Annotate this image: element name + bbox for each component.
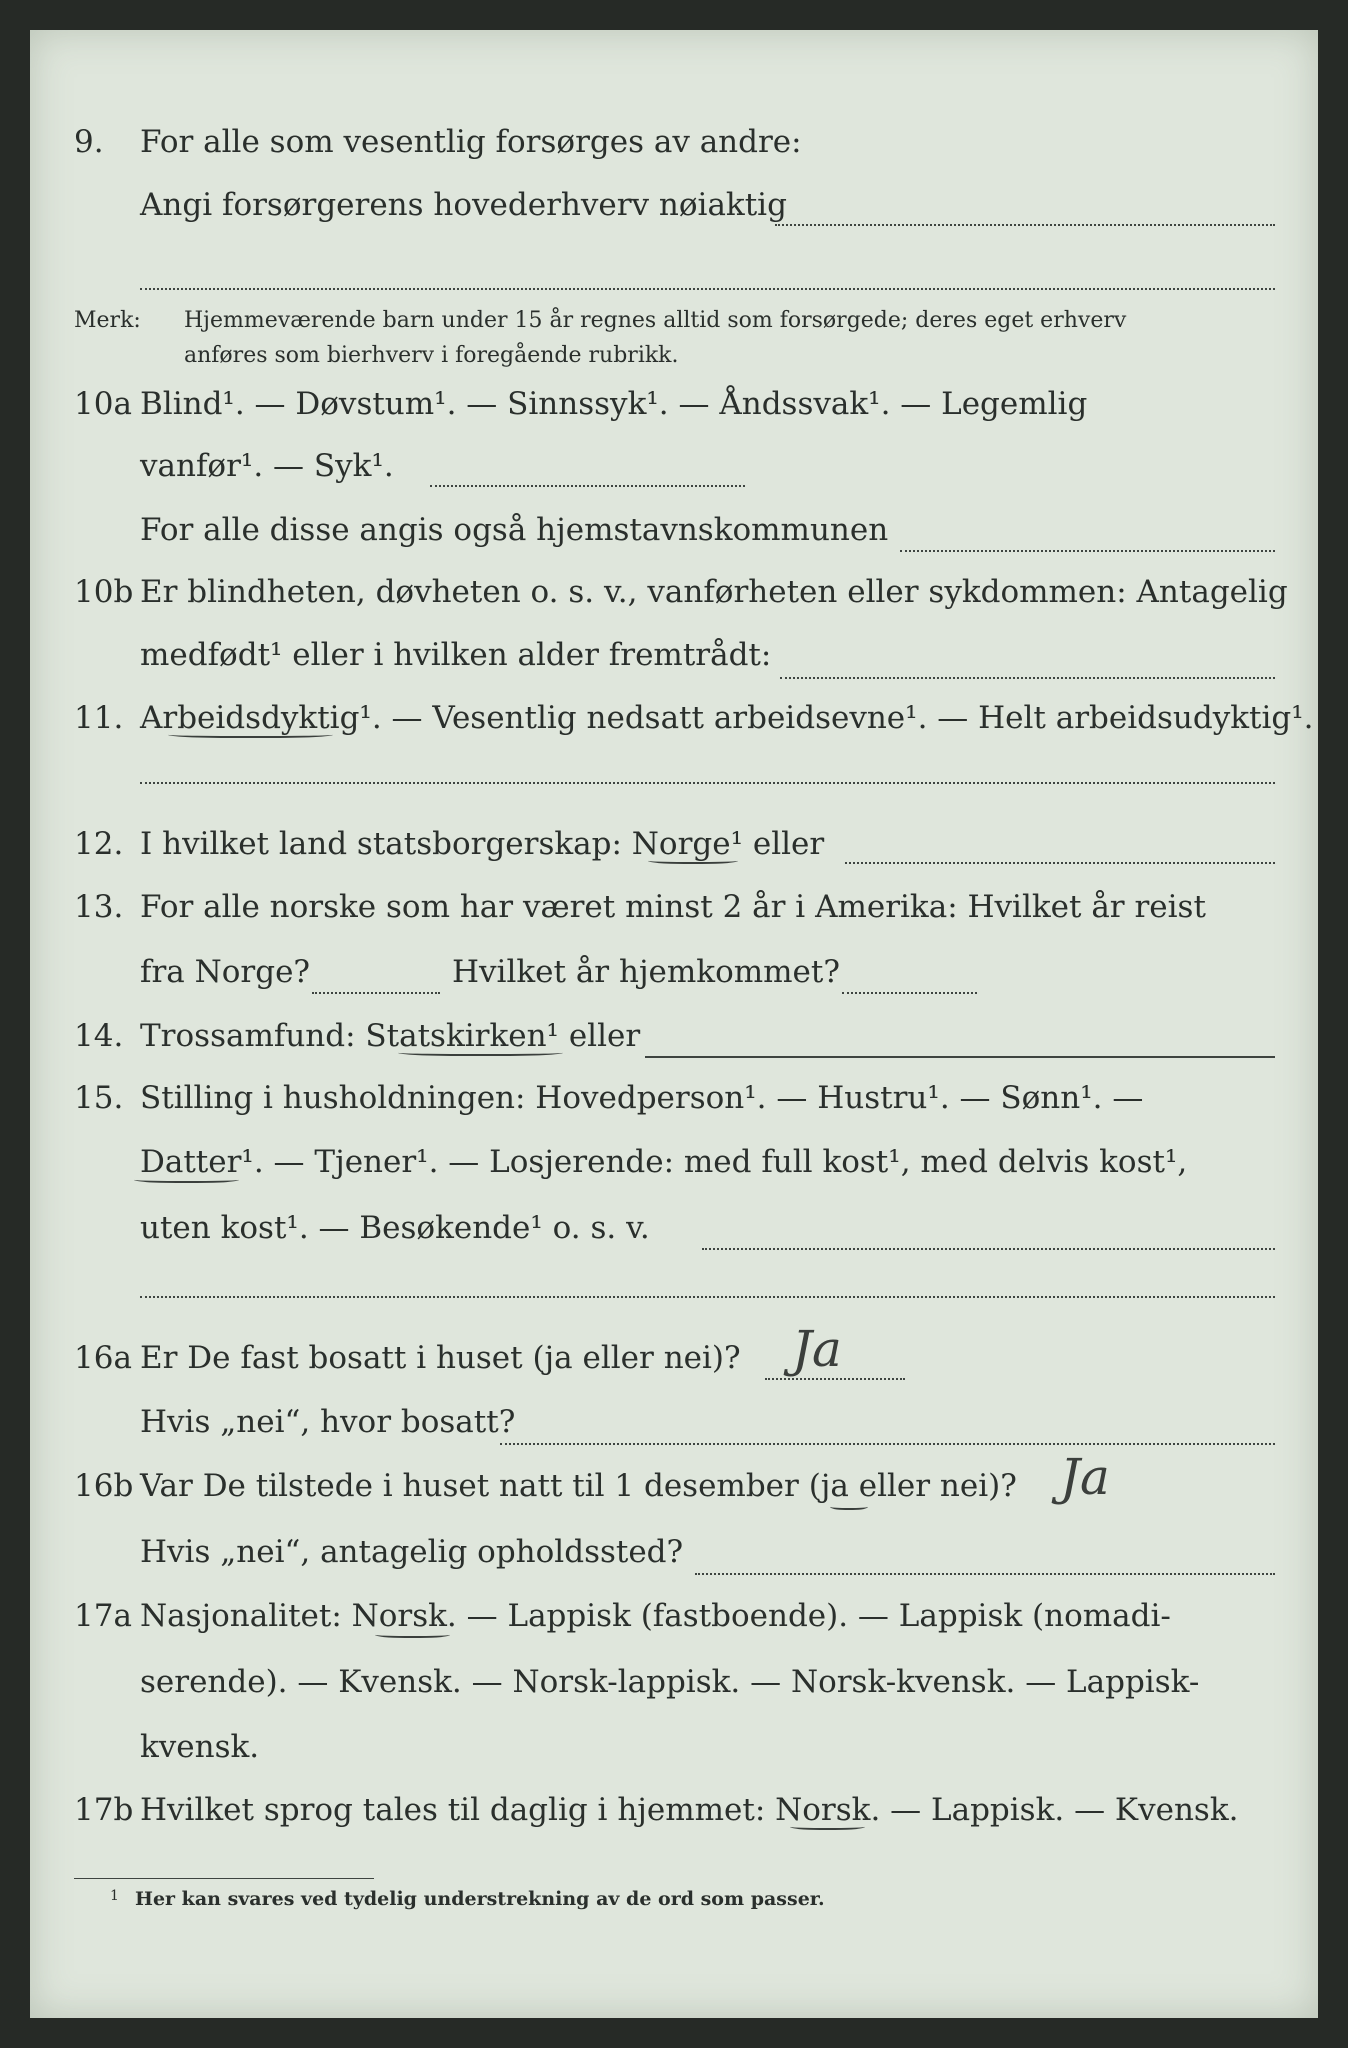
q17a-text2: serende). — Kvensk. — Norsk-lappisk. — Norsk-kvensk. — Lappisk- [140,1664,1200,1700]
q16b-line2 [30,1530,1318,1574]
q17b-number: 17b [74,1792,134,1828]
q17a-text1: Nasjonalitet: Norsk. — Lappisk (fastboende). — Lappisk (nomadi- [140,1598,1171,1634]
q16a-number: 16a [74,1340,132,1376]
q10b-number: 10b [74,574,134,610]
q16b-number: 16b [74,1468,134,1504]
q16a-text2: Hvis „nei“, hvor bosatt? [140,1404,516,1440]
q17a-line2 [30,1660,1318,1704]
q16a-line2 [30,1400,1318,1444]
q11-answer-field[interactable] [140,782,1275,784]
q16b-underline-mark [830,1502,868,1510]
q10b-text1: Er blindheten, døvheten o. s. v., vanførheten eller sykdommen: Antagelig [140,574,1288,610]
q10a-hometown-field[interactable] [900,550,1275,552]
q9-answer-field-2[interactable] [140,288,1275,290]
q11-text1: Arbeidsdyktig¹. — Vesentlig nedsatt arbeidsevne¹. — Helt arbeidsudyktig¹. [140,700,1314,736]
merk-text1: Hjemmeværende barn under 15 år regnes alltid som forsørgede; deres eget erhverv [184,308,1127,333]
q9-answer-field[interactable] [775,224,1275,226]
q14-text1: Trossamfund: Statskirken¹ eller [140,1018,641,1054]
q17b-text1: Hvilket sprog tales til daglig i hjemmet: Norsk. — Lappisk. — Kvensk. [140,1792,1239,1828]
q13-line1 [30,885,1318,929]
q17a-number: 17a [74,1598,132,1634]
q9-number: 9. [74,124,104,160]
q16a-handwritten-answer: Ja [792,1320,842,1378]
q15-line3 [30,1206,1318,1250]
q15-answer-field-2[interactable] [140,1296,1275,1298]
q10a-text1: Blind¹. — Døvstum¹. — Sinnssyk¹. — Åndssvak¹. — Legemlig [140,386,1088,422]
q9-line2 [30,183,1318,227]
q17a-text3: kvensk. [140,1729,260,1765]
merk-text2: anføres som bierhverv i foregående rubrikk. [184,343,679,368]
q13-return-field[interactable] [842,992,977,994]
q15-text3: uten kost¹. — Besøkende¹ o. s. v. [140,1210,650,1246]
q10a-number: 10a [74,386,132,422]
q14-line1 [30,1014,1318,1058]
q16a-line1 [30,1336,1318,1380]
q14-number: 14. [74,1018,124,1054]
q10b-text2: medfødt¹ eller i hvilken alder fremtrådt: [140,637,772,673]
q16b-text1: Var De tilstede i huset natt til 1 desember (ja eller nei)? [140,1468,1017,1504]
q16b-whereabouts-field[interactable] [695,1573,1275,1575]
q10a-line3 [30,508,1318,552]
footnote-rule [74,1878,374,1879]
q10a-line1 [30,382,1318,426]
q17a-line3 [30,1725,1318,1769]
q16a-text1: Er De fast bosatt i huset (ja eller nei)? [140,1340,741,1376]
q11-number: 11. [74,700,124,736]
q13-line2 [30,950,1318,994]
q10b-line2 [30,633,1318,677]
q12-underline-mark [648,856,738,864]
q15-number: 15. [74,1080,124,1116]
q16b-line1 [30,1464,1318,1508]
q15-underline-mark [134,1175,239,1183]
q16b-text2: Hvis „nei“, antagelig opholdssted? [140,1534,684,1570]
q15-answer-field[interactable] [702,1248,1275,1250]
q15-text2: Datter¹. — Tjener¹. — Losjerende: med full kost¹, med delvis kost¹, [140,1144,1188,1180]
q10a-text3: For alle disse angis også hjemstavnskommunen [140,512,889,548]
q13-text2a: fra Norge? [140,954,311,990]
q15-line1 [30,1076,1318,1120]
q9-text2: Angi forsørgerens hovederhverv nøiaktig [140,187,787,223]
q17a-line1 [30,1594,1318,1638]
q11-underline-mark [168,730,333,738]
q17a-underline-mark [375,1630,450,1638]
q9-line1 [30,120,1318,164]
q16b-handwritten-answer: Ja [1060,1448,1110,1506]
q16a-residence-field[interactable] [500,1443,1275,1445]
q10a-line2 [30,444,1318,488]
q13-departure-field[interactable] [312,992,440,994]
q17b-line1 [30,1788,1318,1832]
q12-number: 12. [74,826,124,862]
q15-text1: Stilling i husholdningen: Hovedperson¹. — Hustru¹. — Sønn¹. — [140,1080,1144,1116]
q13-number: 13. [74,889,124,925]
q10a-answer-field[interactable] [430,485,745,487]
q14-underline-mark [398,1048,563,1056]
q12-answer-field[interactable] [845,862,1275,864]
merk-note-line1 [74,305,1127,337]
footnote-mark: 1 [110,1888,119,1904]
q14-answer-field[interactable] [645,1056,1275,1058]
q10a-text2: vanfør¹. — Syk¹. [140,448,394,484]
q13-text2b: Hvilket år hjemkommet? [452,954,840,990]
q10b-answer-field[interactable] [780,677,1275,679]
q13-text1: For alle norske som har været minst 2 år i Amerika: Hvilket år reist [140,889,1206,925]
merk-label: Merk: [74,308,141,333]
q17b-underline-mark [790,1822,865,1830]
q16a-answer-field[interactable] [765,1378,905,1380]
q12-text1: I hvilket land statsborgerskap: Norge¹ eller [140,826,825,862]
q9-text1: For alle som vesentlig forsørges av andre: [140,124,802,160]
census-form-page [30,30,1318,2018]
footnote-text: Her kan svares ved tydelig understrekning av de ord som passer. [135,1888,825,1910]
q10b-line1 [30,570,1318,614]
